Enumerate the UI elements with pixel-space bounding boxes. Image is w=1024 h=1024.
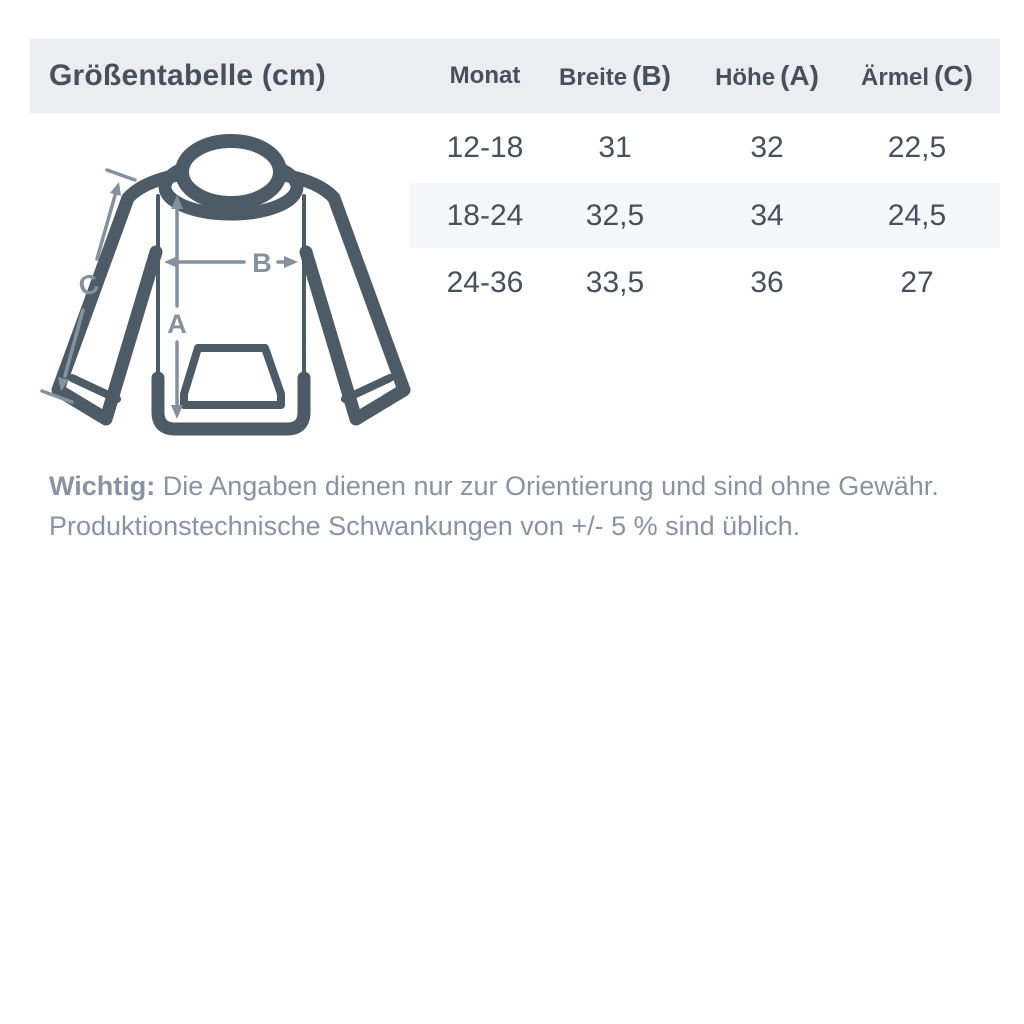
- cell-aermel: 27: [900, 266, 934, 299]
- table-row: [410, 113, 1000, 183]
- column-header-hoehe: Höhe (A): [715, 60, 819, 91]
- cell-hoehe: 34: [750, 198, 784, 232]
- cell-hoehe: 36: [750, 266, 784, 299]
- cell-hoehe: 32: [750, 131, 784, 164]
- column-header-aermel: Ärmel (C): [861, 60, 973, 91]
- note-emphasis: Wichtig:: [49, 471, 156, 501]
- label-b: B: [252, 248, 272, 278]
- cell-breite: 32,5: [585, 198, 645, 232]
- cell-aermel: 24,5: [887, 198, 947, 232]
- column-header-breite: Breite (B): [559, 60, 671, 91]
- page-title: Größentabelle (cm): [49, 59, 326, 92]
- hoodie-measurement-diagram: [40, 128, 420, 460]
- arrow-b: [164, 248, 298, 278]
- cell-breite: 31: [598, 131, 632, 164]
- table-row: [410, 183, 1000, 248]
- cell-breite: 33,5: [585, 266, 645, 299]
- cell-aermel: 22,5: [887, 131, 947, 164]
- note-line1: Die Angaben dienen nur zur Orientierung und sind ohne Gewähr.: [155, 471, 939, 501]
- note-line2: Produktionstechnische Schwankungen von +/- 5 % sind üblich.: [49, 511, 801, 541]
- pocket: [184, 348, 281, 405]
- cell-monat: 12-18: [446, 131, 524, 164]
- label-a: A: [167, 309, 187, 339]
- hood-opening: [182, 141, 280, 203]
- disclaimer-note: [49, 466, 969, 546]
- cell-monat: 24-36: [446, 266, 524, 299]
- table-header-row: [410, 39, 1000, 113]
- label-c: C: [75, 268, 103, 303]
- table-row: [410, 248, 1000, 318]
- cell-monat: 18-24: [446, 198, 524, 232]
- column-header-monat: Monat: [449, 62, 521, 89]
